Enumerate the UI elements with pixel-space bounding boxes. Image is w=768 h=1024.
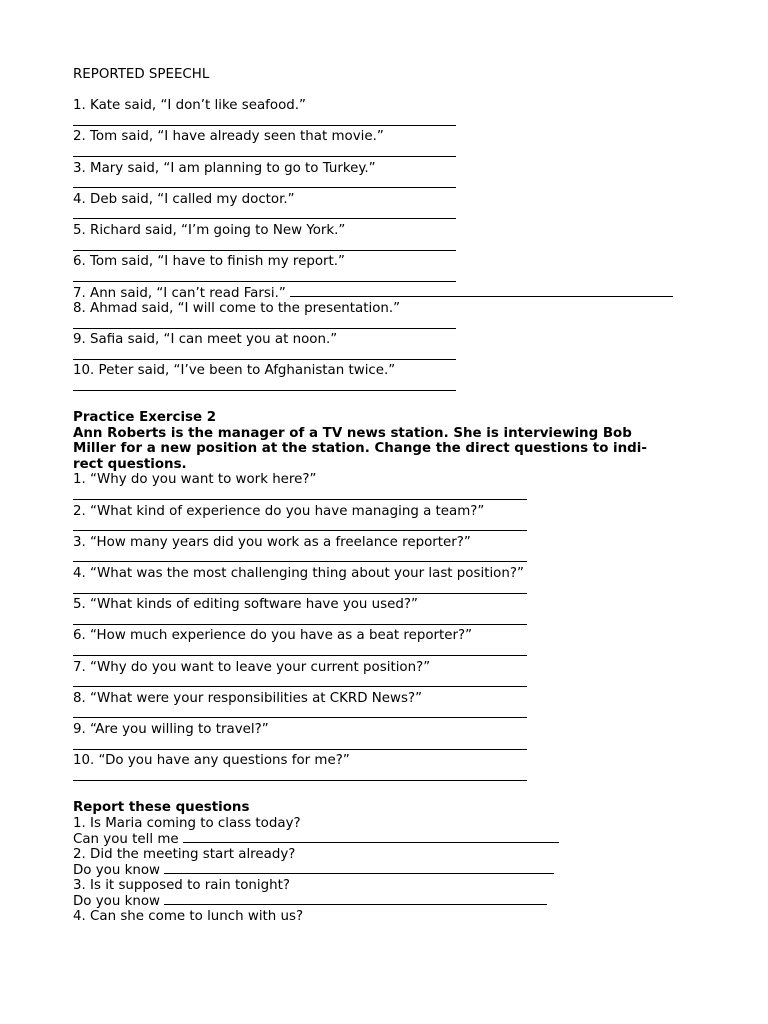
section-title: REPORTED SPEECHL: [73, 67, 210, 82]
answer-blank[interactable]: [73, 738, 527, 750]
answer-blank[interactable]: [73, 769, 527, 781]
answer-prompt: Can you tell me: [73, 832, 183, 848]
exercise-item: 4. “What was the most challenging thing about your last position?”: [73, 566, 524, 581]
answer-blank[interactable]: [73, 706, 527, 718]
answer-blank[interactable]: [73, 644, 527, 656]
exercise-item: 2. Tom said, “I have already seen that movie.”: [73, 129, 384, 145]
exercise-item: 7. “Why do you want to leave your current position?”: [73, 659, 431, 675]
exercise-item: 8. “What were your responsibilities at CKRD News?”: [73, 690, 423, 706]
section-heading: Report these questions: [73, 799, 250, 815]
answer-blank[interactable]: [183, 831, 559, 843]
worksheet-page: [73, 67, 713, 925]
answer-blank[interactable]: [73, 207, 456, 219]
answer-blank[interactable]: [73, 519, 527, 531]
exercise-item: 10. “Do you have any questions for me?”: [73, 753, 350, 769]
answer-prompt: Do you know: [73, 894, 165, 910]
answer-blank[interactable]: [164, 862, 554, 874]
answer-blank[interactable]: [73, 176, 456, 188]
answer-blank[interactable]: [73, 675, 527, 687]
exercise-item: 5. Richard said, “I’m going to New York.”: [73, 222, 346, 238]
answer-blank[interactable]: [73, 379, 456, 391]
exercise-item: 9. “Are you willing to travel?”: [73, 721, 269, 737]
exercise-item: 3. Mary said, “I am planning to go to Turkey.”: [73, 160, 376, 176]
instructions-line: rect questions.: [73, 456, 187, 472]
question-item: 2. Did the meeting start already?: [73, 846, 296, 862]
question-item: 4. Can she come to lunch with us?: [73, 909, 304, 925]
exercise-item: 2. “What kind of experience do you have managing a team?”: [73, 503, 485, 519]
answer-prompt: Do you know: [73, 863, 165, 879]
answer-blank[interactable]: [73, 145, 456, 157]
exercise-item: 3. “How many years did you work as a freelance reporter?”: [73, 534, 471, 550]
exercise-item: 1. Kate said, “I don’t like seafood.”: [73, 98, 306, 114]
question-item: 1. Is Maria coming to class today?: [73, 815, 301, 831]
answer-blank[interactable]: [73, 239, 456, 251]
question-item: 3. Is it supposed to rain tonight?: [73, 877, 290, 893]
instructions-line: Ann Roberts is the manager of a TV news station. She is interviewing Bob: [73, 425, 632, 441]
answer-blank[interactable]: [73, 317, 456, 329]
exercise-item: 6. “How much experience do you have as a beat reporter?”: [73, 628, 473, 644]
answer-blank[interactable]: [73, 488, 527, 500]
exercise-item: 1. “Why do you want to work here?”: [73, 472, 317, 488]
exercise-item: 9. Safia said, “I can meet you at noon.”: [73, 332, 338, 348]
exercise-item: 7. Ann said, “I can’t read Farsi.”: [73, 286, 286, 302]
answer-blank[interactable]: [73, 270, 456, 282]
exercise-item: 4. Deb said, “I called my doctor.”: [73, 191, 295, 207]
answer-blank[interactable]: [73, 550, 527, 562]
exercise-item: 10. Peter said, “I’ve been to Afghanistan twice.”: [73, 363, 396, 379]
exercise-item: 6. Tom said, “I have to finish my report.”: [73, 254, 345, 270]
answer-blank[interactable]: [73, 582, 527, 594]
instructions-line: Miller for a new position at the station. Change the direct questions to indi-: [73, 441, 647, 457]
answer-blank[interactable]: [73, 613, 527, 625]
exercise-item: 8. Ahmad said, “I will come to the presentation.”: [73, 300, 401, 316]
answer-blank[interactable]: [164, 893, 547, 905]
answer-blank[interactable]: [73, 348, 456, 360]
answer-blank[interactable]: [290, 285, 673, 297]
section-heading: Practice Exercise 2: [73, 410, 217, 426]
exercise-item: 5. “What kinds of editing software have you used?”: [73, 597, 418, 613]
answer-blank[interactable]: [73, 114, 456, 126]
